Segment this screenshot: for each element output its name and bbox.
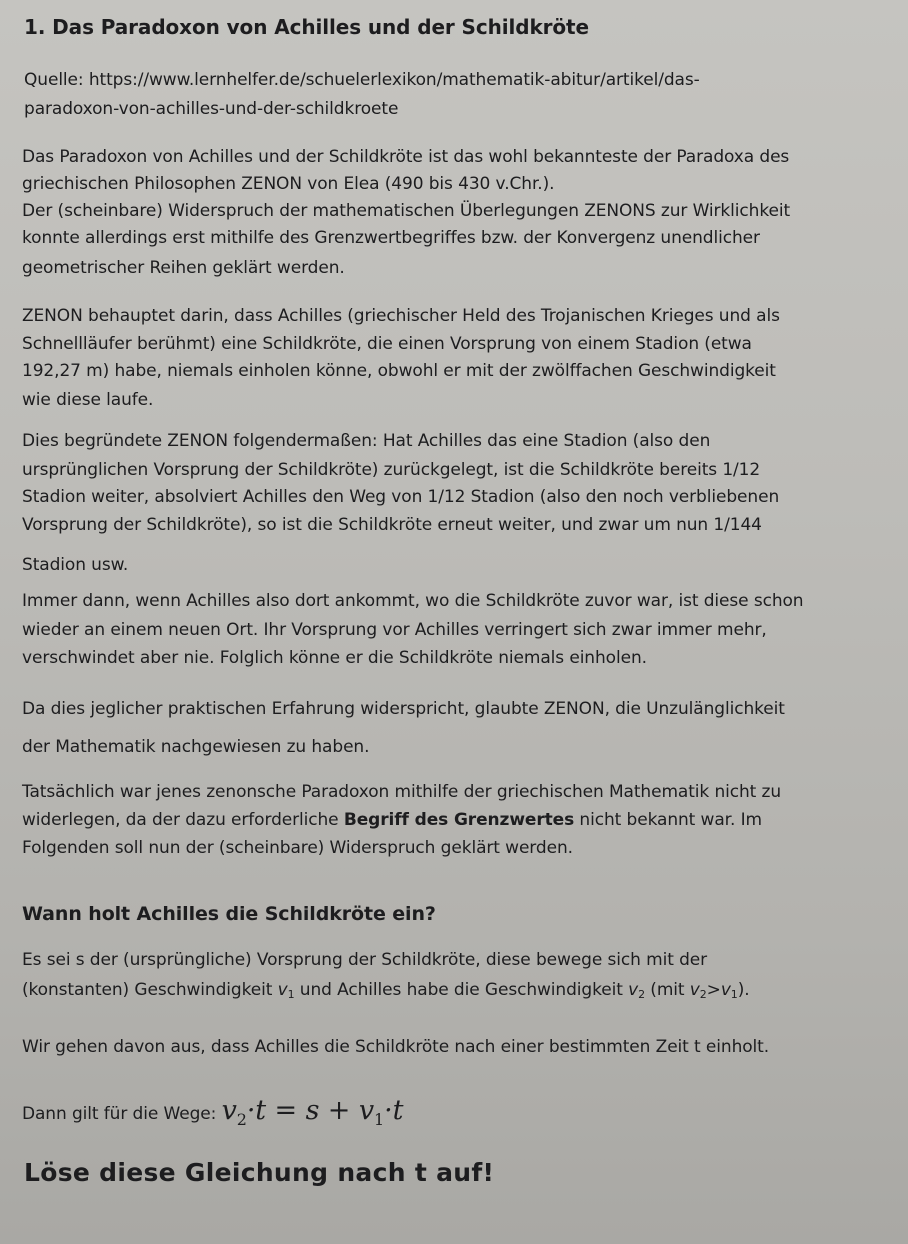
eq-symbol: v — [221, 1095, 237, 1126]
eq-symbol: · — [384, 1095, 393, 1126]
eq-symbol: = — [266, 1095, 306, 1126]
document-title: 1. Das Paradoxon von Achilles und der Schildkröte — [24, 15, 589, 39]
paragraph-line: wieder an einem neuen Ort. Ihr Vorsprung vor Achilles verringert sich zwar immer mehr, — [22, 620, 767, 640]
paragraph-line: Stadion usw. — [22, 555, 129, 575]
paragraph-line: Da dies jeglicher praktischen Erfahrung widerspricht, glaubte ZENON, die Unzulänglichkeit — [22, 699, 785, 719]
eq-symbol: t — [392, 1095, 404, 1126]
subscript: 1 — [287, 988, 295, 1001]
subscript: 2 — [699, 988, 707, 1001]
equation — [221, 1095, 404, 1129]
eq-symbol: · — [246, 1095, 256, 1126]
paragraph-line: Es sei s der (ursprüngliche) Vorsprung der Schildkröte, diese bewege sich mit der — [22, 950, 708, 970]
paragraph-line: verschwindet aber nie. Folglich könne er die Schildkröte niemals einholen. — [22, 648, 647, 668]
paragraph-line: griechischen Philosophen ZENON von Elea (490 bis 430 v.Chr.). — [22, 174, 555, 194]
section-heading: Wann holt Achilles die Schildkröte ein? — [22, 903, 436, 925]
paragraph-line: Folgenden soll nun der (scheinbare) Widerspruch geklärt werden. — [22, 838, 573, 858]
paragraph-line — [22, 980, 750, 1000]
paragraph-line: 192,27 m) habe, niemals einholen könne, obwohl er mit der zwölffachen Geschwindigkeit — [22, 361, 776, 381]
paragraph-line: wie diese laufe. — [22, 390, 154, 410]
paragraph-line: der Mathematik nachgewiesen zu haben. — [22, 737, 370, 757]
eq-symbol: s — [305, 1095, 320, 1126]
paragraph-line: Dies begründete ZENON folgendermaßen: Hat Achilles das eine Stadion (also den — [22, 431, 711, 451]
paragraph-line — [22, 810, 762, 830]
operator: > — [706, 980, 721, 1000]
text-span: nicht bekannt war. Im — [574, 810, 762, 830]
paragraph-line: ZENON behauptet darin, dass Achilles (griechischer Held des Trojanischen Krieges und als — [22, 306, 780, 326]
highlight-term: Begriff des Grenzwertes — [343, 810, 575, 830]
paragraph-line: Schnellläufer berühmt) eine Schildkröte, die einen Vorsprung von einem Stadion (etwa — [22, 334, 752, 354]
text-span: widerlegen, da der dazu erforderliche — [22, 810, 344, 830]
paragraph-line: Tatsächlich war jenes zenonsche Paradoxon mithilfe der griechischen Mathematik nicht zu — [22, 782, 782, 802]
paragraph-line: Vorsprung der Schildkröte), so ist die Schildkröte erneut weiter, und zwar um nun 1/144 — [22, 515, 762, 535]
task-instruction: Löse diese Gleichung nach t auf! — [24, 1158, 495, 1187]
paragraph-line: geometrischer Reihen geklärt werden. — [22, 258, 345, 278]
text-span: ). — [737, 980, 750, 1000]
variable: v — [628, 980, 639, 1000]
equation-line — [22, 1095, 404, 1129]
subscript: 1 — [730, 988, 738, 1001]
paragraph-line: Wir gehen davon aus, dass Achilles die Schildkröte nach einer bestimmten Zeit t einholt. — [22, 1037, 770, 1057]
text-span: und Achilles habe die Geschwindigkeit — [294, 980, 629, 1000]
source-line: Quelle: https://www.lernhelfer.de/schuelerlexikon/mathematik-abitur/artikel/das- — [24, 70, 700, 90]
eq-symbol: + — [319, 1095, 359, 1126]
variable: v — [720, 980, 731, 1000]
paragraph-line: ursprünglichen Vorsprung der Schildkröte) zurückgelegt, ist die Schildkröte bereits 1/12 — [22, 460, 761, 480]
paragraph-line: Stadion weiter, absolviert Achilles den Weg von 1/12 Stadion (also den noch verbliebenen — [22, 487, 780, 507]
text-span: (konstanten) Geschwindigkeit — [22, 980, 278, 1000]
paragraph-line: konnte allerdings erst mithilfe des Grenzwertbegriffes bzw. der Konvergenz unendlicher — [22, 228, 760, 248]
variable: v — [689, 980, 700, 1000]
paragraph-line: Das Paradoxon von Achilles und der Schildkröte ist das wohl bekannteste der Paradoxa des — [22, 147, 790, 167]
eq-subscript: 2 — [236, 1110, 247, 1129]
source-line: paradoxon-von-achilles-und-der-schildkroete — [24, 99, 399, 119]
text-span: (mit — [644, 980, 690, 1000]
equation-label: Dann gilt für die Wege: — [22, 1104, 222, 1124]
eq-symbol: t — [255, 1095, 267, 1126]
paragraph-line: Immer dann, wenn Achilles also dort ankommt, wo die Schildkröte zuvor war, ist diese schon — [22, 591, 804, 611]
eq-symbol: v — [358, 1095, 374, 1126]
variable: v — [277, 980, 288, 1000]
eq-subscript: 1 — [373, 1110, 385, 1129]
paragraph-line: Der (scheinbare) Widerspruch der mathematischen Überlegungen ZENONS zur Wirklichkeit — [22, 201, 791, 221]
subscript: 2 — [638, 988, 645, 1001]
